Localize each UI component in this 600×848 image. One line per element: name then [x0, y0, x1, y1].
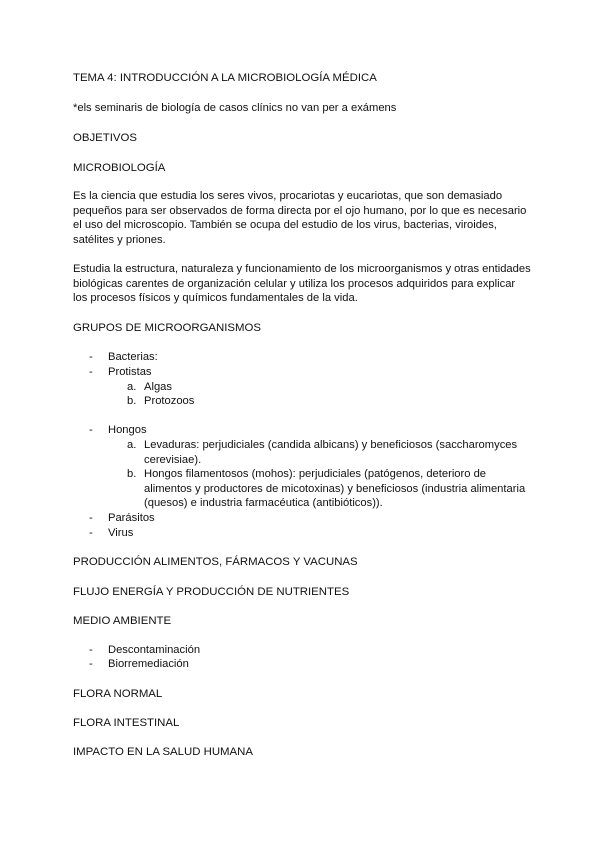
list-bullet: - [89, 512, 93, 524]
sublist-line: (quesos) e industria farmacéutica (antibióticos)). [144, 497, 383, 510]
paragraph-line: el uso del microscopio. También se ocupa del estudio de los virus, bacterias, viroides, [73, 219, 497, 232]
heading-flora-intestinal: FLORA INTESTINAL [73, 717, 180, 729]
list-bullet: - [89, 366, 93, 378]
sublist-marker: a. [127, 381, 137, 393]
paragraph-line: satélites y priones. [73, 233, 166, 246]
heading-flujo: FLUJO ENERGÍA Y PRODUCCIÓN DE NUTRIENTES [73, 586, 350, 598]
paragraph-line: Es la ciencia que estudia los seres vivos, procariotas y eucariotas, que son demasiado [73, 190, 503, 202]
list-item-parasitos: Parásitos [108, 512, 155, 524]
heading-microbiologia: MICROBIOLOGÍA [73, 162, 166, 174]
list-bullet: - [89, 527, 93, 539]
paragraph-study [73, 262, 533, 306]
paragraph-line: pequeños para ser observados de forma directa por el ojo humano, por lo que es necesario [73, 204, 527, 217]
list-bullet: - [89, 644, 93, 656]
list-item-hongos: Hongos [108, 424, 147, 436]
paragraph-definition [73, 189, 533, 247]
paragraph-line: Estudia la estructura, naturaleza y funcionamiento de los microorganismos y otras entidades [73, 263, 531, 275]
list-item-protistas: Protistas [108, 366, 152, 378]
sublist-item-levaduras [144, 438, 517, 467]
sublist-item-algas: Algas [144, 381, 172, 393]
heading-flora-normal: FLORA NORMAL [73, 688, 163, 700]
sublist-marker: b. [127, 395, 137, 407]
sublist-item-protozoos: Protozoos [144, 395, 195, 407]
list-bullet: - [89, 351, 93, 363]
paragraph-line: biológicas carentes de organización celular y utiliza los procesos adquiridos para explicar [73, 277, 516, 290]
heading-grupos: GRUPOS DE MICROORGANISMOS [73, 322, 261, 334]
list-item-virus: Virus [108, 527, 134, 539]
list-bullet: - [89, 658, 93, 670]
document-title: TEMA 4: INTRODUCCIÓN A LA MICROBIOLOGÍA MÉDICA [73, 72, 377, 84]
heading-medio-ambiente: MEDIO AMBIENTE [73, 615, 172, 627]
sublist-line: alimentos y productores de micotoxinas) y beneficiosos (industria alimentaria [144, 482, 526, 495]
sublist-line: Hongos filamentosos (mohos): perjudiciales (patógenos, deterioro de [144, 468, 487, 480]
list-item-biorremediacion: Biorremediación [108, 658, 189, 670]
heading-objetivos: OBJETIVOS [73, 132, 137, 144]
sublist-line: cerevisiae). [144, 453, 202, 466]
list-bullet: - [89, 424, 93, 436]
list-item-bacterias: Bacterias: [108, 351, 158, 363]
sublist-line: Levaduras: perjudiciales (candida albicans) y beneficiosos (saccharomyces [144, 439, 518, 451]
heading-produccion: PRODUCCIÓN ALIMENTOS, FÁRMACOS Y VACUNAS [73, 556, 358, 568]
sublist-marker: a. [127, 439, 137, 451]
note-text: *els seminaris de biología de casos clínics no van per a exámens [73, 102, 397, 114]
sublist-item-hongos-filamentosos [144, 467, 525, 511]
heading-impacto: IMPACTO EN LA SALUD HUMANA [73, 746, 253, 758]
paragraph-line: los procesos físicos y químicos fundamentales de la vida. [73, 292, 358, 305]
sublist-marker: b. [127, 468, 137, 480]
list-item-descontaminacion: Descontaminación [108, 644, 201, 656]
